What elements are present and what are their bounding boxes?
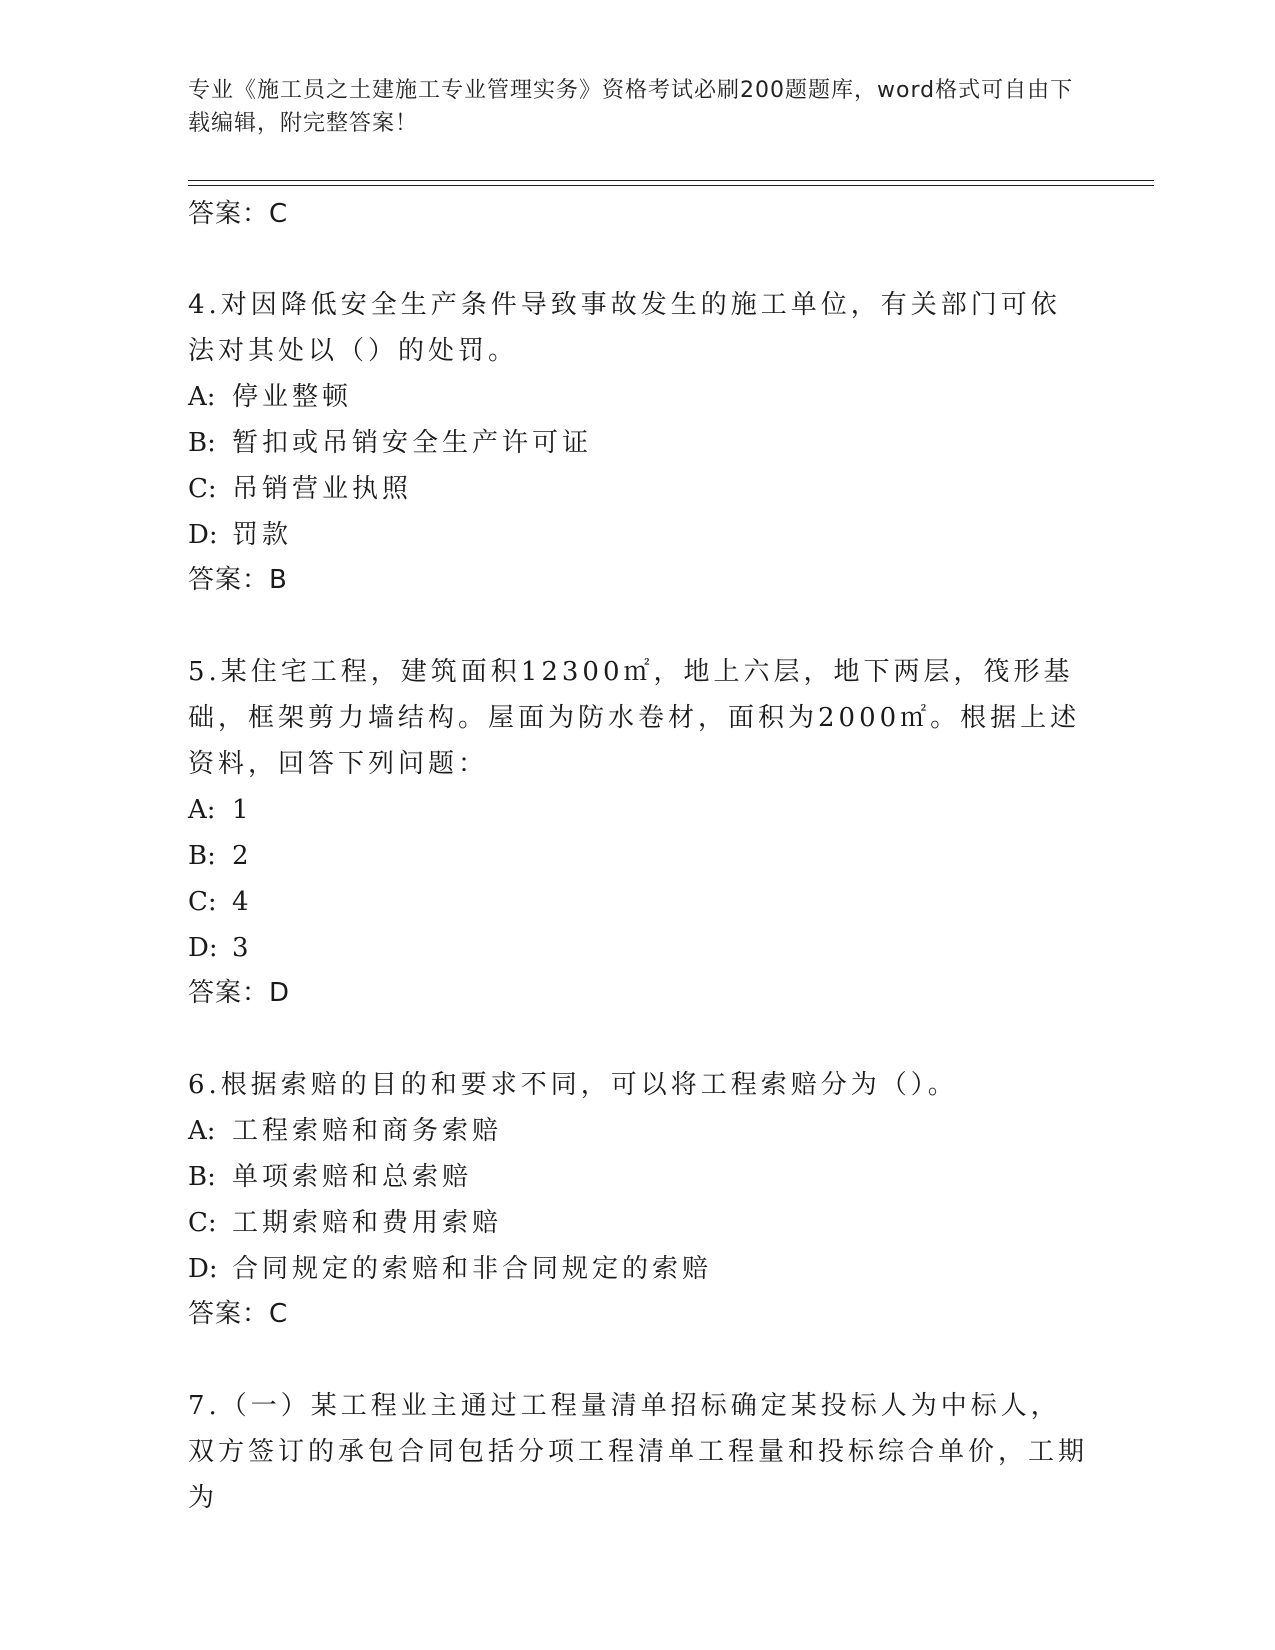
option-a bbox=[188, 374, 1088, 420]
option-letter: B: bbox=[188, 841, 216, 871]
option-letter: D: bbox=[188, 933, 218, 963]
option-letter: B: bbox=[188, 1162, 216, 1192]
option-letter: C: bbox=[188, 1208, 217, 1238]
option-letter: A: bbox=[188, 382, 216, 412]
question-4 bbox=[188, 282, 1088, 602]
question-text: 7.（一）某工程业主通过工程量清单招标确定某投标人为中标人，双方签订的承包合同包括分项工程清单工程量和投标综合单价，工期为 bbox=[188, 1391, 1089, 1513]
option-letter: A: bbox=[188, 1116, 216, 1146]
header-rule-bottom bbox=[188, 185, 1154, 186]
option-text: 3 bbox=[232, 933, 253, 963]
question-6 bbox=[188, 1062, 1088, 1336]
option-letter: A: bbox=[188, 795, 216, 825]
question-list bbox=[188, 282, 1088, 1568]
answer: 答案：B bbox=[188, 565, 288, 595]
question-text: 5.某住宅工程，建筑面积12300㎡，地上六层，地下两层，筏形基础，框架剪力墙结构。屋面为防水卷材，面积为2000㎡。根据上述资料，回答下列问题： bbox=[188, 657, 1081, 779]
option-text: 吊销营业执照 bbox=[232, 474, 413, 504]
option-text: 合同规定的索赔和非合同规定的索赔 bbox=[232, 1254, 713, 1284]
header-rule-top bbox=[188, 180, 1154, 181]
option-c bbox=[188, 1200, 1088, 1246]
option-letter: B: bbox=[188, 428, 216, 458]
option-text: 罚款 bbox=[232, 520, 293, 550]
option-d bbox=[188, 512, 1088, 558]
option-b bbox=[188, 420, 1088, 466]
option-text: 单项索赔和总索赔 bbox=[232, 1162, 473, 1192]
option-letter: D: bbox=[188, 520, 218, 550]
previous-answer: 答案：C bbox=[188, 199, 289, 229]
question-7 bbox=[188, 1383, 1088, 1521]
option-text: 工程索赔和商务索赔 bbox=[232, 1116, 503, 1146]
option-letter: D: bbox=[188, 1254, 218, 1284]
option-c bbox=[188, 466, 1088, 512]
option-a bbox=[188, 1108, 1088, 1154]
answer: 答案：D bbox=[188, 978, 291, 1008]
document-header: 专业《施工员之土建施工专业管理实务》资格考试必刷200题题库，word格式可自由下载编辑，附完整答案！ bbox=[188, 78, 1074, 136]
question-5 bbox=[188, 649, 1088, 1015]
option-letter: C: bbox=[188, 474, 217, 504]
option-d bbox=[188, 925, 1088, 971]
option-text: 暂扣或吊销安全生产许可证 bbox=[232, 428, 593, 458]
question-text: 4.对因降低安全生产条件导致事故发生的施工单位，有关部门可依法对其处以（）的处罚。 bbox=[188, 290, 1061, 366]
option-d bbox=[188, 1246, 1088, 1292]
question-text: 6.根据索赔的目的和要求不同，可以将工程索赔分为（）。 bbox=[188, 1070, 958, 1100]
option-c bbox=[188, 879, 1088, 925]
answer: 答案：C bbox=[188, 1299, 289, 1329]
option-text: 4 bbox=[232, 887, 253, 917]
option-text: 停业整顿 bbox=[232, 382, 353, 412]
option-text: 1 bbox=[232, 795, 253, 825]
option-b bbox=[188, 833, 1088, 879]
option-b bbox=[188, 1154, 1088, 1200]
option-letter: C: bbox=[188, 887, 217, 917]
option-text: 工期索赔和费用索赔 bbox=[232, 1208, 503, 1238]
option-text: 2 bbox=[232, 841, 253, 871]
option-a bbox=[188, 787, 1088, 833]
